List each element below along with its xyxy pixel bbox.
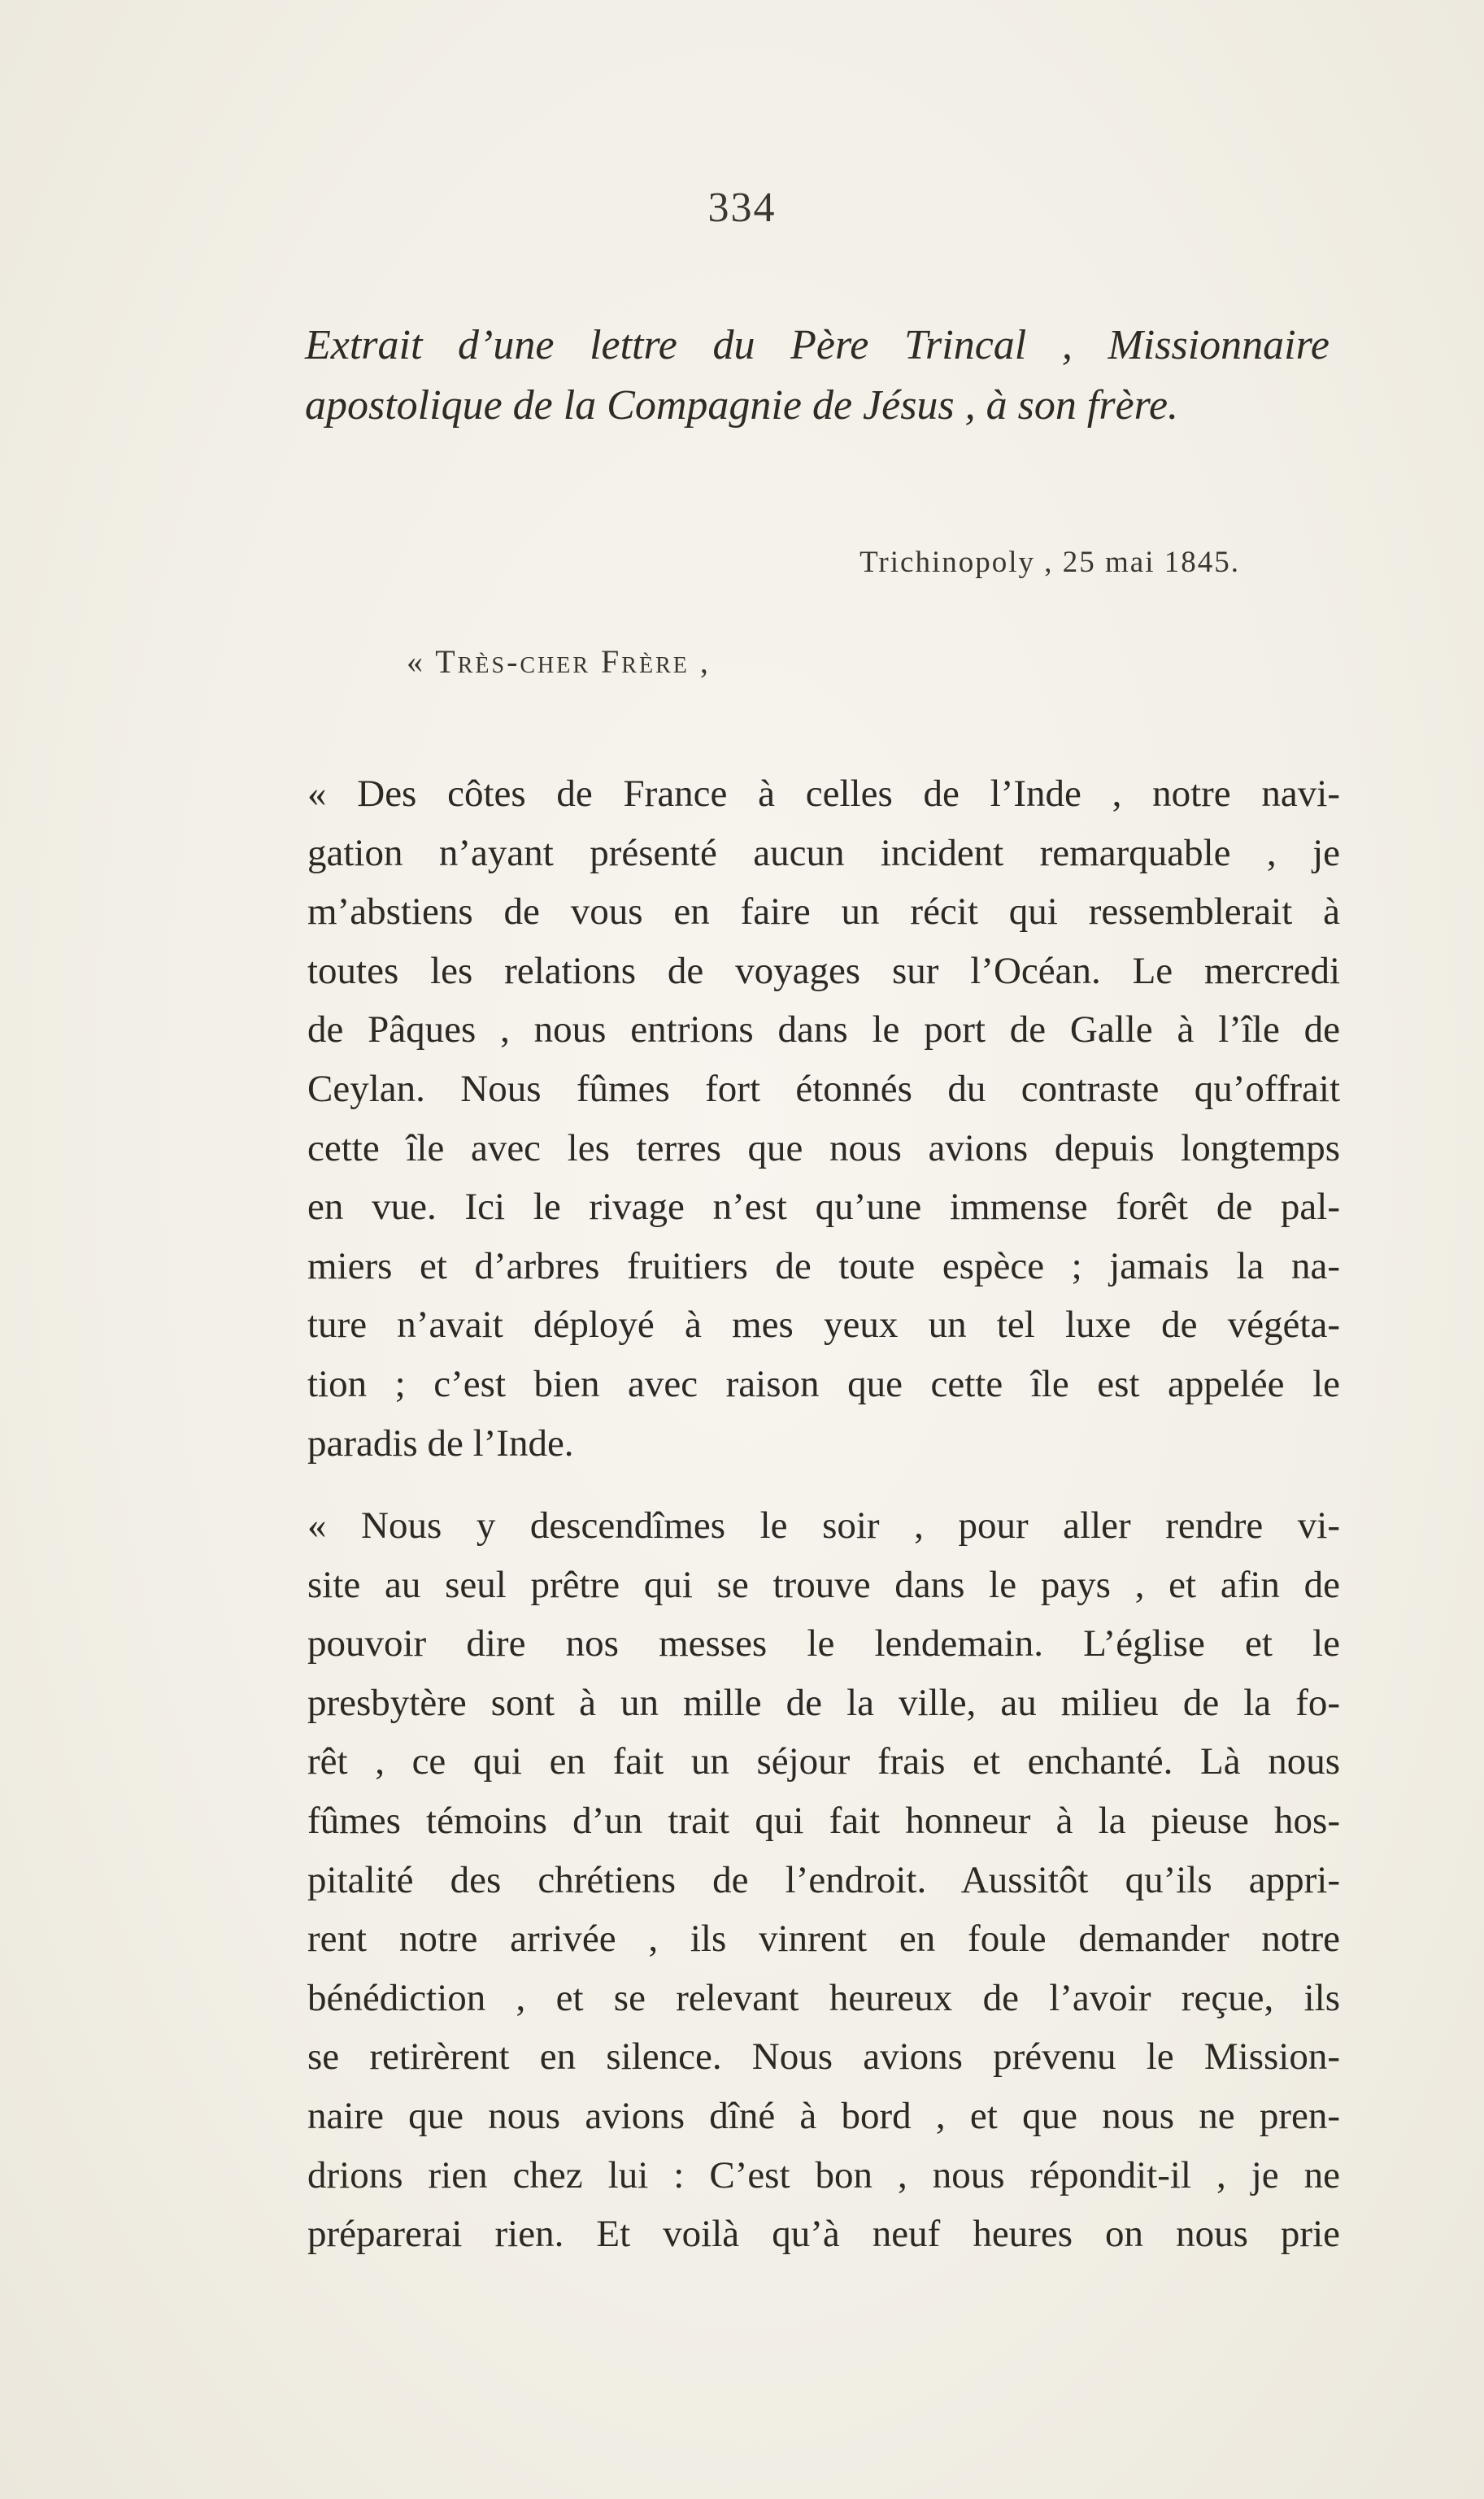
dateline: Trichinopoly , 25 mai 1845. [860,546,1240,579]
text-line: site au seul prêtre qui se trouve dans le pays , et afin de [307,1563,1340,1606]
text-line: rent notre arrivée , ils vinrent en foule demander notre [307,1918,1340,1961]
paragraph-1 [307,764,1340,1473]
heading-line-2: apostolique de la Compagnie de Jésus , à son frère. [305,382,1179,429]
text-line: bénédiction , et se relevant heureux de l’avoir reçue, ils [307,1976,1340,2019]
text-line: m’abstiens de vous en faire un récit qui ressemblerait à [307,890,1340,934]
heading-line-1: Extrait d’une lettre du Père Trincal , Missionnaire [305,322,1330,368]
text-line: pouvoir dire nos messes le lendemain. L’église et le [307,1622,1340,1665]
text-line: préparerai rien. Et voilà qu’à neuf heures on nous prie [307,2213,1340,2256]
text-line: miers et d’arbres fruitiers de toute espèce ; jamais la na- [307,1244,1340,1287]
paragraph-2 [307,1496,1340,2264]
text-line: « Nous y descendîmes le soir , pour aller rendre vi- [307,1504,1340,1547]
text-line: gation n’ayant présenté aucun incident remarquable , je [307,831,1340,874]
text-line: cette île avec les terres que nous avions depuis longtemps [307,1126,1340,1169]
salutation: « Très-cher Frère , [407,643,711,680]
text-line: paradis de l’Inde. [307,1421,574,1465]
letter-heading [305,316,1330,436]
text-line: « Des côtes de France à celles de l’Inde , notre navi- [307,773,1340,815]
text-line: Ceylan. Nous fûmes fort étonnés du contraste qu’offrait [307,1067,1340,1110]
text-line: tion ; c’est bien avec raison que cette île est appelée le [307,1362,1340,1405]
text-line: rêt , ce qui en fait un séjour frais et enchanté. Là nous [307,1740,1340,1783]
text-line: drions rien chez lui : C’est bon , nous répondit-il , je ne [307,2153,1340,2196]
text-line: naire que nous avions dîné à bord , et que nous ne pren- [307,2094,1340,2137]
page-number: 334 [707,185,777,231]
text-line: de Pâques , nous entrions dans le port de Galle à l’île de [307,1008,1340,1051]
text-line: toutes les relations de voyages sur l’Océan. Le mercredi [307,949,1340,992]
text-line: pitalité des chrétiens de l’endroit. Aussitôt qu’ils appri- [307,1858,1340,1901]
text-line: ture n’avait déployé à mes yeux un tel luxe de végéta- [307,1304,1340,1347]
text-line: en vue. Ici le rivage n’est qu’une immense forêt de pal- [307,1186,1340,1229]
text-line: presbytère sont à un mille de la ville, au milieu de la fo- [307,1681,1340,1724]
text-line: se retirèrent en silence. Nous avions prévenu le Mission- [307,2035,1340,2079]
text-line: fûmes témoins d’un trait qui fait honneur à la pieuse hos- [307,1799,1340,1842]
